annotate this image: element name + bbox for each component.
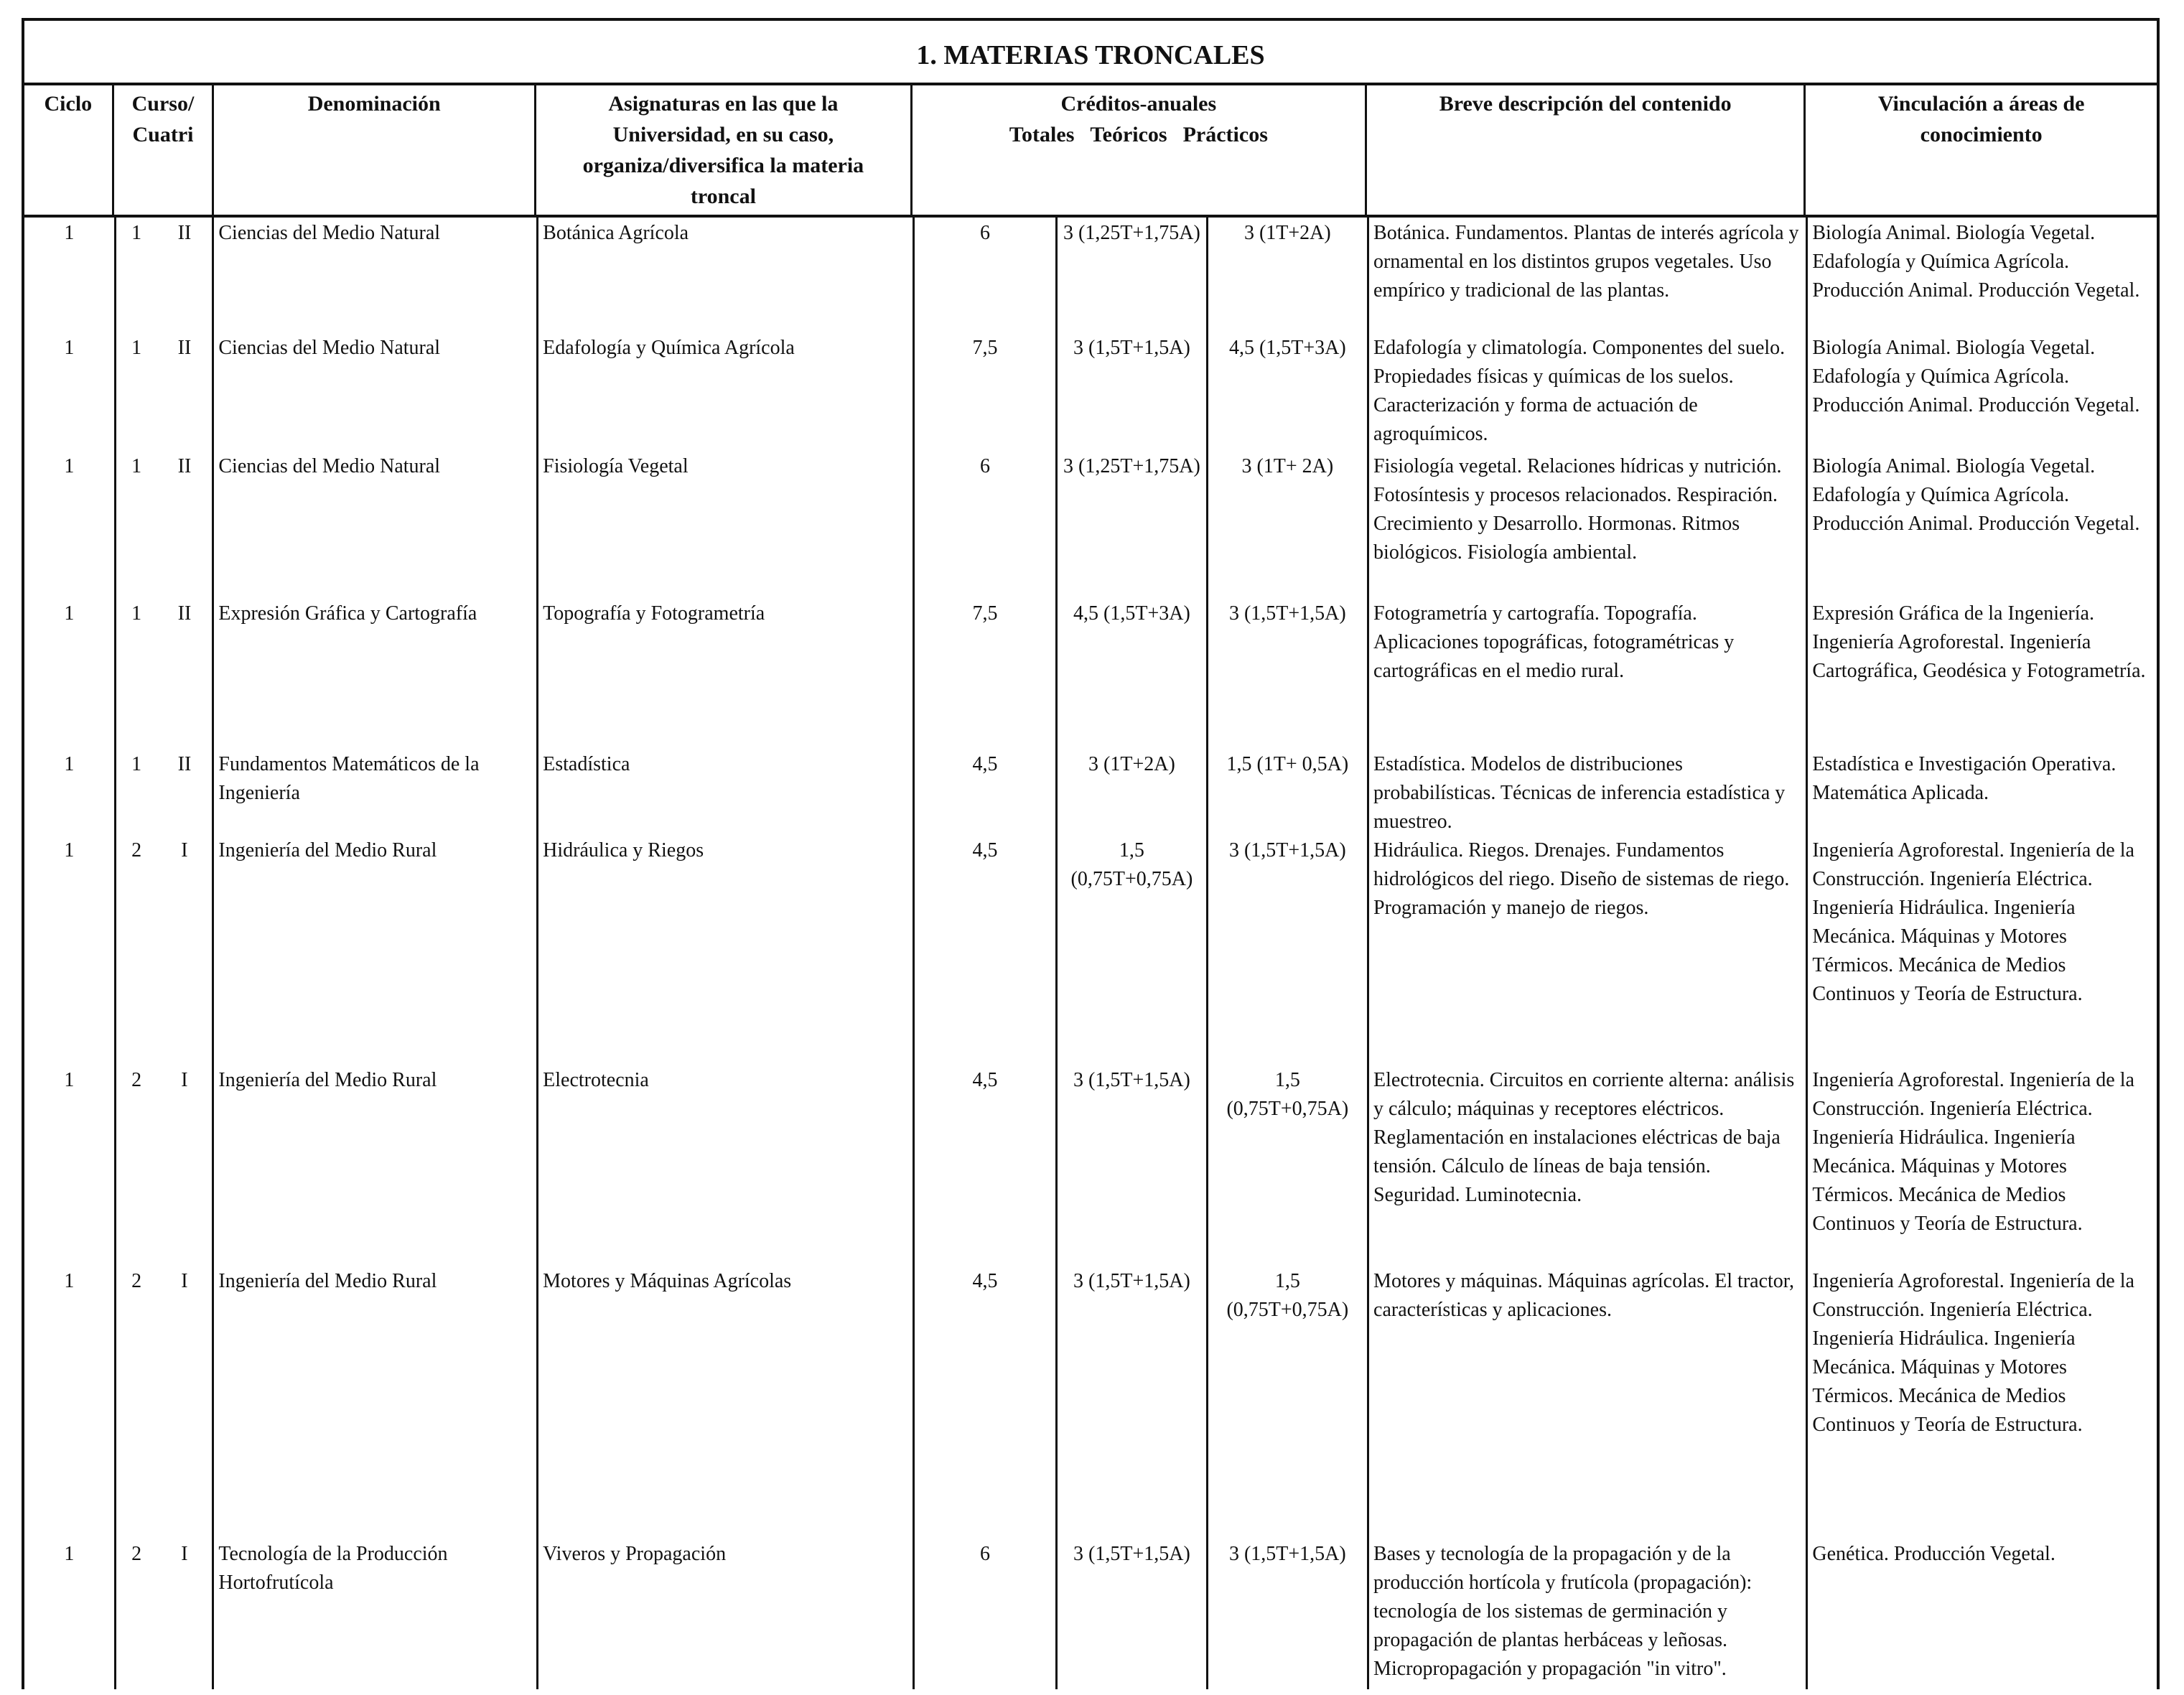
- header-asignaturas: [536, 85, 913, 215]
- cell-practicos: 1,5 (0,75T+0,75A): [1206, 1065, 1367, 1266]
- cell-teoricos: 3 (1,5T+1,5A): [1055, 1065, 1205, 1266]
- cell-cuatri: I: [157, 1065, 215, 1266]
- header-creditos-anuales: Créditos-anuales: [1060, 92, 1217, 116]
- cell-cuatri: I: [157, 835, 215, 1065]
- cell-practicos: 1,5 (0,75T+0,75A): [1206, 1266, 1367, 1538]
- cell-practicos: 4,5 (1,5T+3A): [1206, 332, 1367, 451]
- table-row: [22, 1538, 2160, 1689]
- header-vinculacion-line: Vinculación a áreas de: [1877, 92, 2085, 116]
- cell-practicos: 3 (1,5T+1,5A): [1206, 835, 1367, 1065]
- cell-descripcion: Botánica. Fundamentos. Plantas de interés agrícola y ornamental en los distintos grupos vegetales. Uso empírico y tradicional de las plantas.: [1367, 218, 1806, 332]
- cell-denominacion: Ingeniería del Medio Rural: [218, 839, 437, 861]
- header-asignaturas-line: troncal: [690, 185, 756, 208]
- cell-asignatura: Fisiología Vegetal: [536, 451, 913, 598]
- cell-curso: 2: [114, 835, 157, 1065]
- cell-denominacion: Fundamentos Matemáticos de la Ingeniería: [218, 753, 480, 804]
- cell-asignatura: Hidráulica y Riegos: [536, 835, 913, 1065]
- table-row: [22, 598, 2160, 749]
- table-header: [24, 85, 2157, 218]
- cell-totales: 4,5: [913, 749, 1055, 835]
- cell-ciclo: 1: [64, 602, 75, 625]
- cell-denominacion: Tecnología de la Producción Hortofrutícola: [218, 1543, 448, 1594]
- table-row: [22, 1266, 2160, 1538]
- cell-ciclo: 1: [64, 1543, 75, 1565]
- cell-ciclo: 1: [64, 337, 75, 359]
- header-vinculacion: [1806, 85, 2157, 215]
- cell-practicos: 3 (1T+2A): [1206, 218, 1367, 332]
- header-curso-cuatri: [114, 85, 215, 215]
- table-body: [22, 218, 2160, 1689]
- header-practicos: Prácticos: [1182, 123, 1268, 146]
- cell-ciclo: 1: [64, 839, 75, 861]
- cell-curso: 2: [114, 1065, 157, 1266]
- table-row: [22, 332, 2160, 451]
- cell-descripcion: Estadística. Modelos de distribuciones probabilísticas. Técnicas de inferencia estadística y muestreo.: [1367, 749, 1806, 835]
- cell-teoricos: 3 (1T+2A): [1055, 749, 1205, 835]
- cell-curso: 1: [114, 451, 157, 598]
- cell-asignatura: Topografía y Fotogrametría: [536, 598, 913, 749]
- cell-denominacion: Ciencias del Medio Natural: [218, 455, 441, 477]
- cell-asignatura: Edafología y Química Agrícola: [536, 332, 913, 451]
- cell-curso: 2: [114, 1538, 157, 1689]
- table-row: [22, 451, 2160, 598]
- table-row: [22, 1065, 2160, 1266]
- cell-totales: 4,5: [913, 835, 1055, 1065]
- header-cuatri: Cuatri: [132, 123, 194, 146]
- cell-denominacion: Ingeniería del Medio Rural: [218, 1270, 437, 1292]
- cell-asignatura: Estadística: [536, 749, 913, 835]
- cell-asignatura: Motores y Máquinas Agrícolas: [536, 1266, 913, 1538]
- cell-vinculacion: Expresión Gráfica de la Ingeniería. Ingeniería Agroforestal. Ingeniería Cartográfica, Geodésica y Fotogrametría.: [1806, 598, 2157, 749]
- cell-teoricos: 3 (1,5T+1,5A): [1055, 1266, 1205, 1538]
- cell-cuatri: II: [157, 749, 215, 835]
- table-frame: [22, 18, 2160, 218]
- table-row: [22, 218, 2160, 332]
- cell-practicos: 3 (1,5T+1,5A): [1206, 1538, 1367, 1689]
- cell-cuatri: II: [157, 598, 215, 749]
- header-vinculacion-line: conocimiento: [1920, 123, 2043, 146]
- cell-vinculacion: Genética. Producción Vegetal.: [1806, 1538, 2157, 1689]
- cell-ciclo: 1: [64, 455, 75, 477]
- cell-totales: 6: [913, 451, 1055, 598]
- cell-curso: 1: [114, 598, 157, 749]
- cell-vinculacion: Biología Animal. Biología Vegetal. Edafología y Química Agrícola. Producción Animal. Producción Vegetal.: [1806, 218, 2157, 332]
- cell-practicos: 1,5 (1T+ 0,5A): [1206, 749, 1367, 835]
- cell-denominacion: Ciencias del Medio Natural: [218, 337, 441, 359]
- cell-descripcion: Fisiología vegetal. Relaciones hídricas y nutrición. Fotosíntesis y procesos relacionados. Respiración. Crecimiento y Desarrollo. Hormonas. Ritmos biológicos. Fisiología ambiental.: [1367, 451, 1806, 598]
- header-totales: Totales: [1009, 123, 1075, 146]
- cell-cuatri: II: [157, 451, 215, 598]
- cell-descripcion: Hidráulica. Riegos. Drenajes. Fundamentos hidrológicos del riego. Diseño de sistemas de riego. Programación y manejo de riegos.: [1367, 835, 1806, 1065]
- cell-totales: 4,5: [913, 1065, 1055, 1266]
- cell-ciclo: 1: [64, 753, 75, 775]
- cell-ciclo: 1: [64, 1069, 75, 1091]
- cell-teoricos: 3 (1,5T+1,5A): [1055, 1538, 1205, 1689]
- cell-vinculacion: Ingeniería Agroforestal. Ingeniería de la Construcción. Ingeniería Eléctrica. Ingeniería Hidráulica. Ingeniería Mecánica. Máquinas y Motores Térmicos. Mecánica de Medios Continuos y Teoría de Estructura.: [1806, 1266, 2157, 1538]
- header-asignaturas-line: organiza/diversifica la materia: [582, 154, 864, 177]
- cell-curso: 1: [114, 749, 157, 835]
- cell-descripcion: Bases y tecnología de la propagación y de la producción hortícola y frutícola (propagación): tecnología de los sistemas de germinación y propagación de plantas herbáceas y leñosas. Micropropagación y propagación "in vitro".: [1367, 1538, 1806, 1689]
- header-asignaturas-line: Asignaturas en las que la: [608, 92, 839, 116]
- cell-denominacion: Ciencias del Medio Natural: [218, 222, 441, 244]
- cell-vinculacion: Biología Animal. Biología Vegetal. Edafología y Química Agrícola. Producción Animal. Producción Vegetal.: [1806, 451, 2157, 598]
- cell-practicos: 3 (1T+ 2A): [1206, 451, 1367, 598]
- cell-totales: 6: [913, 1538, 1055, 1689]
- header-asignaturas-line: Universidad, en su caso,: [612, 123, 834, 146]
- cell-vinculacion: Ingeniería Agroforestal. Ingeniería de la Construcción. Ingeniería Eléctrica. Ingeniería Hidráulica. Ingeniería Mecánica. Máquinas y Motores Térmicos. Mecánica de Medios Continuos y Teoría de Estructura.: [1806, 1065, 2157, 1266]
- materias-troncales-sheet: [22, 18, 2160, 1689]
- cell-curso: 1: [114, 218, 157, 332]
- cell-ciclo: 1: [64, 222, 75, 244]
- cell-teoricos: 3 (1,25T+1,75A): [1055, 218, 1205, 332]
- cell-teoricos: 3 (1,25T+1,75A): [1055, 451, 1205, 598]
- cell-practicos: 3 (1,5T+1,5A): [1206, 598, 1367, 749]
- cell-totales: 6: [913, 218, 1055, 332]
- cell-denominacion: Ingeniería del Medio Rural: [218, 1069, 437, 1091]
- cell-teoricos: 1,5 (0,75T+0,75A): [1055, 835, 1205, 1065]
- cell-cuatri: II: [157, 218, 215, 332]
- cell-denominacion: Expresión Gráfica y Cartografía: [218, 602, 477, 625]
- cell-descripcion: Edafología y climatología. Componentes del suelo. Propiedades físicas y químicas de los suelos. Caracterización y forma de actuación de agroquímicos.: [1367, 332, 1806, 451]
- header-creditos: [913, 85, 1367, 215]
- cell-teoricos: 4,5 (1,5T+3A): [1055, 598, 1205, 749]
- cell-descripcion: Motores y máquinas. Máquinas agrícolas. El tractor, características y aplicaciones.: [1367, 1266, 1806, 1538]
- header-curso: Curso/: [131, 92, 195, 116]
- cell-curso: 1: [114, 332, 157, 451]
- header-ciclo: Ciclo: [24, 85, 114, 215]
- cell-asignatura: Electrotecnia: [536, 1065, 913, 1266]
- cell-cuatri: II: [157, 332, 215, 451]
- cell-ciclo: 1: [64, 1270, 75, 1292]
- cell-teoricos: 3 (1,5T+1,5A): [1055, 332, 1205, 451]
- cell-vinculacion: Biología Animal. Biología Vegetal. Edafología y Química Agrícola. Producción Animal. Producción Vegetal.: [1806, 332, 2157, 451]
- cell-asignatura: Viveros y Propagación: [536, 1538, 913, 1689]
- cell-totales: 7,5: [913, 332, 1055, 451]
- cell-cuatri: I: [157, 1266, 215, 1538]
- cell-vinculacion: Ingeniería Agroforestal. Ingeniería de la Construcción. Ingeniería Eléctrica. Ingeniería Hidráulica. Ingeniería Mecánica. Máquinas y Motores Térmicos. Mecánica de Medios Continuos y Teoría de Estructura.: [1806, 835, 2157, 1065]
- header-descripcion: Breve descripción del contenido: [1367, 85, 1806, 215]
- cell-descripcion: Electrotecnia. Circuitos en corriente alterna: análisis y cálculo; máquinas y receptores eléctricos. Reglamentación en instalaciones eléctricas de baja tensión. Cálculo de líneas de baja tensión. Seguridad. Luminotecnia.: [1367, 1065, 1806, 1266]
- cell-descripcion: Fotogrametría y cartografía. Topografía. Aplicaciones topográficas, fotogramétricas y cartográficas en el medio rural.: [1367, 598, 1806, 749]
- cell-cuatri: I: [157, 1538, 215, 1689]
- table-title: 1. MATERIAS TRONCALES: [24, 21, 2157, 85]
- cell-asignatura: Botánica Agrícola: [536, 218, 913, 332]
- cell-totales: 4,5: [913, 1266, 1055, 1538]
- cell-curso: 2: [114, 1266, 157, 1538]
- cell-vinculacion: Estadística e Investigación Operativa. Matemática Aplicada.: [1806, 749, 2157, 835]
- cell-totales: 7,5: [913, 598, 1055, 749]
- table-row: [22, 749, 2160, 835]
- header-denominacion: Denominación: [214, 85, 536, 215]
- header-teoricos: Teóricos: [1090, 123, 1167, 146]
- table-row: [22, 835, 2160, 1065]
